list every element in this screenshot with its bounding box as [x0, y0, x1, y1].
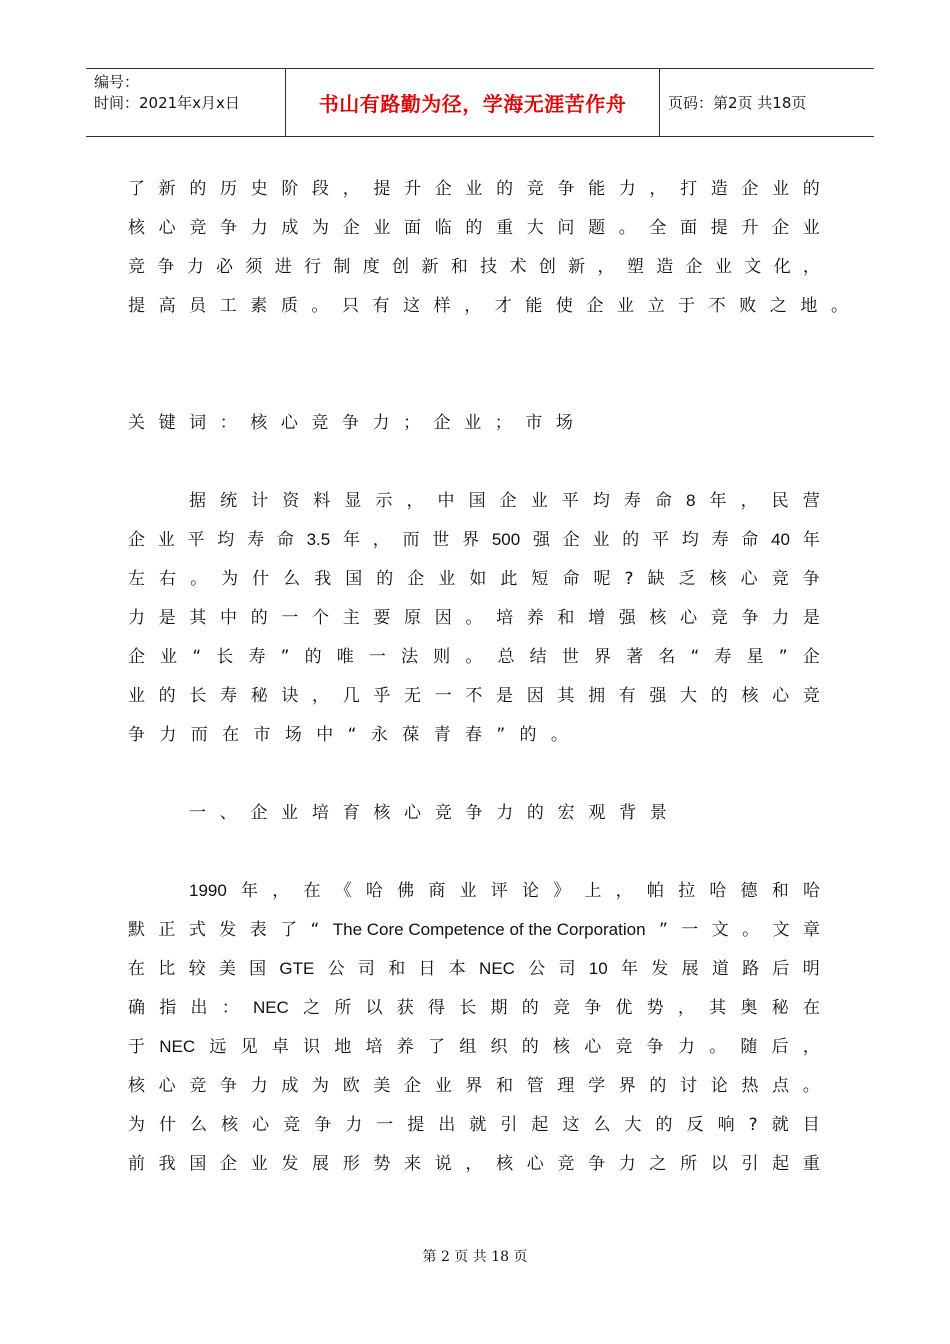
paragraph-line: 力 是 其 中 的 一 个 主 要 原 因 。 培 养 和 增 强 核 心 竞 争 力 是 [128, 608, 820, 628]
paragraph-line: 据 统 计 资 料 显 示 ， 中 国 企 业 平 均 寿 命 8 年 ， 民 营 [189, 491, 820, 511]
paragraph-line: 在 比 较 美 国 GTE 公 司 和 日 本 NEC 公 司 10 年 发 展 道 路 后 明 [128, 959, 820, 979]
paragraph-line: 业 的 长 寿 秘 诀 ， 几 乎 无 一 不 是 因 其 拥 有 强 大 的 核 心 竞 [128, 686, 820, 706]
paragraph-line: 于 NEC 远 见 卓 识 地 培 养 了 组 织 的 核 心 竞 争 力 。 随 后 ， [128, 1037, 820, 1057]
number-label: 编号： [94, 73, 140, 91]
paragraph-line: 前 我 国 企 业 发 展 形 势 来 说 ， 核 心 竞 争 力 之 所 以 引 起 重 [128, 1154, 820, 1174]
paragraph-line: 1990 年 ， 在 《 哈 佛 商 业 评 论 》 上 ， 帕 拉 哈 德 和 哈 [189, 881, 820, 901]
paragraph-line: 确 指 出 ： NEC 之 所 以 获 得 长 期 的 竞 争 优 势 ， 其 奥 秘 在 [128, 998, 820, 1018]
abstract-line: 提 高 员 工 素 质 。 只 有 这 样 ， 才 能 使 企 业 立 于 不 败 之 地 。 [128, 296, 848, 316]
paragraph-line: 企 业 平 均 寿 命 3.5 年 ， 而 世 界 500 强 企 业 的 平 均 寿 命 40 年 [128, 530, 820, 550]
abstract-line: 竞 争 力 必 须 进 行 制 度 创 新 和 技 术 创 新 ， 塑 造 企 业 文 化 ， [128, 257, 820, 277]
header-page-info: 页码：第2页 共18页 [668, 94, 807, 112]
paragraph-line: 核 心 竞 争 力 成 为 欧 美 企 业 界 和 管 理 学 界 的 讨 论 热 点 。 [128, 1076, 820, 1096]
paragraph-line: 默 正 式 发 表 了 “ The Core Competence of the Corporation ” 一 文 。 文 章 [128, 920, 820, 940]
abstract-line: 核 心 竞 争 力 成 为 企 业 面 临 的 重 大 问 题 。 全 面 提 升 企 业 [128, 218, 820, 238]
keywords-line: 关 键 词 ： 核 心 竞 争 力 ； 企 业 ； 市 场 [128, 413, 573, 433]
abstract-line: 了 新 的 历 史 阶 段 ， 提 升 企 业 的 竞 争 能 力 ， 打 造 企 业 的 [128, 179, 820, 199]
header-divider [659, 69, 660, 136]
page-footer: 第 2 页 共 18 页 [422, 1249, 528, 1265]
paragraph-line: 企 业 “ 长 寿 ” 的 唯 一 法 则 。 总 结 世 界 著 名 “ 寿 星 ” 企 [128, 647, 820, 667]
paragraph-line: 左 右 。 为 什 么 我 国 的 企 业 如 此 短 命 呢 ? 缺 乏 核 心 竞 争 [128, 569, 820, 589]
paragraph-line: 为 什 么 核 心 竞 争 力 一 提 出 就 引 起 这 么 大 的 反 响 ? 就 目 [128, 1115, 820, 1135]
paragraph-line: 争 力 而 在 市 场 中 “ 永 葆 青 春 ” 的 。 [128, 725, 568, 745]
header-motto: 书山有路勤为径，学海无涯苦作舟 [318, 92, 627, 116]
header-meta [94, 72, 240, 114]
document-header [86, 68, 874, 137]
time-label: 时间：2021年x月x日 [94, 94, 240, 112]
section-title: 一 、 企 业 培 育 核 心 竞 争 力 的 宏 观 背 景 [189, 803, 667, 823]
